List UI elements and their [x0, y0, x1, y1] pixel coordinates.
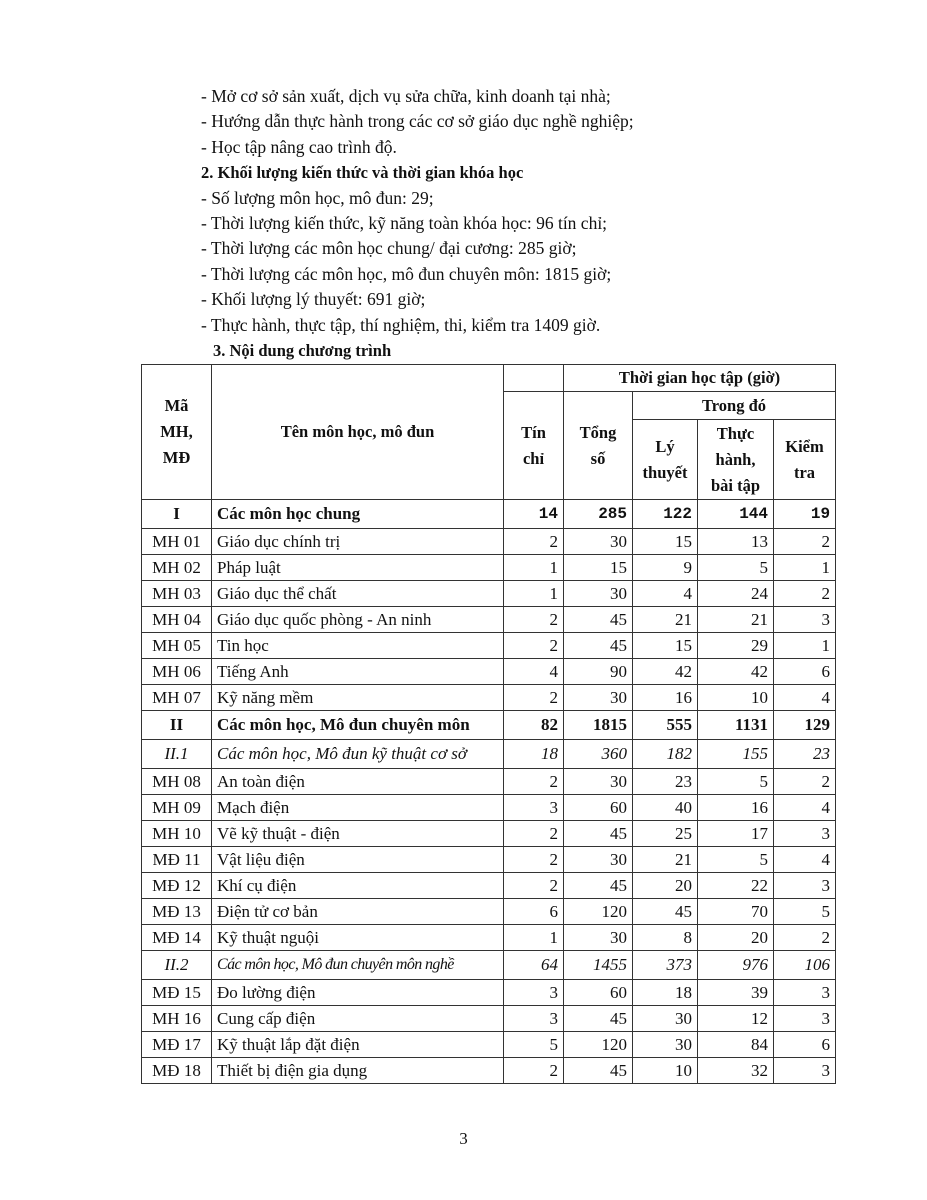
- cell-credits: 2: [504, 685, 564, 711]
- cell-theory: 45: [633, 899, 698, 925]
- cell-practice: 70: [698, 899, 774, 925]
- cell-practice: 17: [698, 821, 774, 847]
- cell-code: II.2: [142, 951, 212, 980]
- cell-name: Pháp luật: [212, 555, 504, 581]
- cell-theory: 16: [633, 685, 698, 711]
- cell-exam: 129: [774, 711, 836, 740]
- cell-name: Điện tử cơ bản: [212, 899, 504, 925]
- table-row: [142, 1058, 836, 1084]
- cell-theory: 20: [633, 873, 698, 899]
- cell-exam: 2: [774, 769, 836, 795]
- cell-theory: 122: [633, 500, 698, 529]
- cell-practice: 5: [698, 555, 774, 581]
- cell-total: 90: [564, 659, 633, 685]
- cell-practice: 155: [698, 740, 774, 769]
- cell-exam: 1: [774, 633, 836, 659]
- cell-exam: 4: [774, 847, 836, 873]
- section-2-item: - Số lượng môn học, mô đun: 29;: [201, 187, 434, 208]
- cell-theory: 23: [633, 769, 698, 795]
- cell-exam: 2: [774, 581, 836, 607]
- cell-code: MH 03: [142, 581, 212, 607]
- cell-name: Giáo dục chính trị: [212, 529, 504, 555]
- table-section-row: [142, 711, 836, 740]
- table-row: [142, 1006, 836, 1032]
- cell-total: 45: [564, 873, 633, 899]
- cell-credits: 18: [504, 740, 564, 769]
- cell-name: Kỹ thuật lắp đặt điện: [212, 1032, 504, 1058]
- cell-name: Các môn học, Mô đun chuyên môn: [212, 711, 504, 740]
- cell-code: II.1: [142, 740, 212, 769]
- cell-code: MH 08: [142, 769, 212, 795]
- table-row: [142, 1032, 836, 1058]
- cell-credits: 6: [504, 899, 564, 925]
- cell-total: 45: [564, 1058, 633, 1084]
- table-section-row: [142, 951, 836, 980]
- cell-name: Thiết bị điện gia dụng: [212, 1058, 504, 1084]
- cell-exam: 6: [774, 1032, 836, 1058]
- cell-name: An toàn điện: [212, 769, 504, 795]
- cell-practice: 976: [698, 951, 774, 980]
- cell-credits: 4: [504, 659, 564, 685]
- table-row: [142, 795, 836, 821]
- cell-exam: 5: [774, 899, 836, 925]
- cell-exam: 4: [774, 795, 836, 821]
- cell-credits: 2: [504, 607, 564, 633]
- cell-credits: 3: [504, 1006, 564, 1032]
- intro-line: - Học tập nâng cao trình độ.: [201, 136, 397, 157]
- table-section-row: [142, 740, 836, 769]
- cell-code: MH 10: [142, 821, 212, 847]
- cell-code: MH 02: [142, 555, 212, 581]
- table-row: [142, 581, 836, 607]
- cell-code: MĐ 15: [142, 980, 212, 1006]
- cell-practice: 22: [698, 873, 774, 899]
- cell-exam: 3: [774, 873, 836, 899]
- cell-name: Khí cụ điện: [212, 873, 504, 899]
- cell-practice: 42: [698, 659, 774, 685]
- cell-practice: 12: [698, 1006, 774, 1032]
- cell-total: 60: [564, 795, 633, 821]
- cell-total: 1455: [564, 951, 633, 980]
- cell-code: MH 07: [142, 685, 212, 711]
- header-name: Tên môn học, mô đun: [212, 365, 504, 500]
- cell-credits: 14: [504, 500, 564, 529]
- cell-name: Các môn học, Mô đun chuyên môn nghề: [212, 951, 504, 980]
- section-2-item: - Thực hành, thực tập, thí nghiệm, thi, kiểm tra 1409 giờ.: [201, 314, 601, 335]
- cell-total: 120: [564, 1032, 633, 1058]
- cell-theory: 8: [633, 925, 698, 951]
- cell-exam: 2: [774, 925, 836, 951]
- cell-code: MĐ 12: [142, 873, 212, 899]
- cell-credits: 2: [504, 529, 564, 555]
- cell-name: Các môn học, Mô đun kỹ thuật cơ sở: [212, 740, 504, 769]
- intro-line: - Hướng dẫn thực hành trong các cơ sở giáo dục nghề nghiệp;: [201, 111, 634, 132]
- table-row: [142, 685, 836, 711]
- cell-theory: 40: [633, 795, 698, 821]
- cell-code: MĐ 18: [142, 1058, 212, 1084]
- cell-code: MĐ 17: [142, 1032, 212, 1058]
- cell-practice: 20: [698, 925, 774, 951]
- cell-exam: 23: [774, 740, 836, 769]
- curriculum-table: [141, 364, 836, 1084]
- header-exam: Kiểm tra: [774, 420, 836, 500]
- cell-total: 45: [564, 633, 633, 659]
- cell-theory: 30: [633, 1006, 698, 1032]
- cell-theory: 15: [633, 633, 698, 659]
- cell-total: 45: [564, 821, 633, 847]
- table-row: [142, 555, 836, 581]
- cell-total: 30: [564, 925, 633, 951]
- cell-name: Giáo dục quốc phòng - An ninh: [212, 607, 504, 633]
- header-blank: [504, 365, 564, 392]
- cell-name: Đo lường điện: [212, 980, 504, 1006]
- cell-total: 285: [564, 500, 633, 529]
- cell-practice: 16: [698, 795, 774, 821]
- cell-practice: 84: [698, 1032, 774, 1058]
- cell-code: MH 04: [142, 607, 212, 633]
- cell-theory: 18: [633, 980, 698, 1006]
- cell-total: 30: [564, 529, 633, 555]
- cell-credits: 1: [504, 925, 564, 951]
- cell-practice: 24: [698, 581, 774, 607]
- cell-practice: 13: [698, 529, 774, 555]
- cell-total: 45: [564, 607, 633, 633]
- cell-theory: 30: [633, 1032, 698, 1058]
- cell-total: 120: [564, 899, 633, 925]
- table-row: [142, 529, 836, 555]
- section-2-heading: 2. Khối lượng kiến thức và thời gian khóa học: [201, 163, 524, 183]
- cell-exam: 2: [774, 529, 836, 555]
- cell-total: 360: [564, 740, 633, 769]
- table-row: [142, 925, 836, 951]
- cell-credits: 1: [504, 555, 564, 581]
- cell-theory: 9: [633, 555, 698, 581]
- cell-theory: 10: [633, 1058, 698, 1084]
- cell-practice: 10: [698, 685, 774, 711]
- cell-practice: 21: [698, 607, 774, 633]
- cell-code: MĐ 13: [142, 899, 212, 925]
- cell-credits: 1: [504, 581, 564, 607]
- header-total: Tổng số: [564, 392, 633, 500]
- table-row: [142, 659, 836, 685]
- cell-total: 45: [564, 1006, 633, 1032]
- cell-credits: 2: [504, 633, 564, 659]
- cell-theory: 15: [633, 529, 698, 555]
- cell-credits: 2: [504, 769, 564, 795]
- cell-practice: 29: [698, 633, 774, 659]
- cell-exam: 6: [774, 659, 836, 685]
- cell-code: MH 05: [142, 633, 212, 659]
- cell-credits: 3: [504, 795, 564, 821]
- cell-exam: 4: [774, 685, 836, 711]
- cell-exam: 3: [774, 607, 836, 633]
- table-body: [142, 500, 836, 1084]
- cell-name: Kỹ năng mềm: [212, 685, 504, 711]
- cell-name: Cung cấp điện: [212, 1006, 504, 1032]
- cell-practice: 32: [698, 1058, 774, 1084]
- header-time-group: Thời gian học tập (giờ): [564, 365, 836, 392]
- cell-credits: 5: [504, 1032, 564, 1058]
- cell-practice: 39: [698, 980, 774, 1006]
- cell-theory: 4: [633, 581, 698, 607]
- cell-name: Mạch điện: [212, 795, 504, 821]
- cell-name: Vật liệu điện: [212, 847, 504, 873]
- header-credits: Tín chỉ: [504, 392, 564, 500]
- cell-name: Kỹ thuật nguội: [212, 925, 504, 951]
- table-row: [142, 899, 836, 925]
- cell-code: I: [142, 500, 212, 529]
- intro-line: - Mở cơ sở sản xuất, dịch vụ sửa chữa, kinh doanh tại nhà;: [201, 86, 611, 106]
- cell-credits: 64: [504, 951, 564, 980]
- cell-credits: 2: [504, 847, 564, 873]
- cell-name: Giáo dục thể chất: [212, 581, 504, 607]
- cell-theory: 373: [633, 951, 698, 980]
- table-section-row: [142, 500, 836, 529]
- header-code: Mã MH, MĐ: [142, 365, 212, 500]
- cell-name: Tiếng Anh: [212, 659, 504, 685]
- cell-exam: 3: [774, 980, 836, 1006]
- cell-code: MĐ 11: [142, 847, 212, 873]
- cell-exam: 3: [774, 1058, 836, 1084]
- cell-total: 1815: [564, 711, 633, 740]
- cell-theory: 182: [633, 740, 698, 769]
- cell-code: II: [142, 711, 212, 740]
- cell-credits: 82: [504, 711, 564, 740]
- table-row: [142, 980, 836, 1006]
- cell-total: 30: [564, 847, 633, 873]
- header-theory: Lý thuyết: [633, 420, 698, 500]
- cell-code: MH 09: [142, 795, 212, 821]
- cell-practice: 144: [698, 500, 774, 529]
- cell-credits: 3: [504, 980, 564, 1006]
- cell-theory: 42: [633, 659, 698, 685]
- cell-name: Các môn học chung: [212, 500, 504, 529]
- section-2-item: - Thời lượng các môn học, mô đun chuyên môn: 1815 giờ;: [201, 263, 612, 284]
- cell-exam: 3: [774, 1006, 836, 1032]
- cell-credits: 2: [504, 1058, 564, 1084]
- page-number: 3: [459, 1129, 468, 1148]
- header-practice: Thực hành, bài tập: [698, 420, 774, 500]
- cell-exam: 19: [774, 500, 836, 529]
- header-within: Trong đó: [633, 392, 836, 420]
- cell-total: 30: [564, 685, 633, 711]
- table-row: [142, 633, 836, 659]
- cell-practice: 1131: [698, 711, 774, 740]
- cell-code: MĐ 14: [142, 925, 212, 951]
- section-2-item: - Khối lượng lý thuyết: 691 giờ;: [201, 289, 426, 310]
- cell-theory: 21: [633, 607, 698, 633]
- cell-code: MH 01: [142, 529, 212, 555]
- cell-total: 60: [564, 980, 633, 1006]
- cell-practice: 5: [698, 769, 774, 795]
- cell-code: MH 06: [142, 659, 212, 685]
- table-row: [142, 821, 836, 847]
- cell-exam: 3: [774, 821, 836, 847]
- table-row: [142, 873, 836, 899]
- cell-exam: 1: [774, 555, 836, 581]
- table-row: [142, 607, 836, 633]
- cell-total: 30: [564, 769, 633, 795]
- table-row: [142, 847, 836, 873]
- cell-theory: 555: [633, 711, 698, 740]
- cell-exam: 106: [774, 951, 836, 980]
- cell-code: MH 16: [142, 1006, 212, 1032]
- cell-practice: 5: [698, 847, 774, 873]
- cell-total: 30: [564, 581, 633, 607]
- cell-theory: 25: [633, 821, 698, 847]
- cell-theory: 21: [633, 847, 698, 873]
- cell-credits: 2: [504, 873, 564, 899]
- cell-name: Tin học: [212, 633, 504, 659]
- section-2-item: - Thời lượng các môn học chung/ đại cương: 285 giờ;: [201, 238, 577, 259]
- cell-credits: 2: [504, 821, 564, 847]
- cell-total: 15: [564, 555, 633, 581]
- section-2-item: - Thời lượng kiến thức, kỹ năng toàn khóa học: 96 tín chỉ;: [201, 213, 608, 234]
- table-row: [142, 769, 836, 795]
- section-3-heading: 3. Nội dung chương trình: [213, 341, 392, 361]
- text-block: [201, 84, 801, 363]
- cell-name: Vẽ kỹ thuật - điện: [212, 821, 504, 847]
